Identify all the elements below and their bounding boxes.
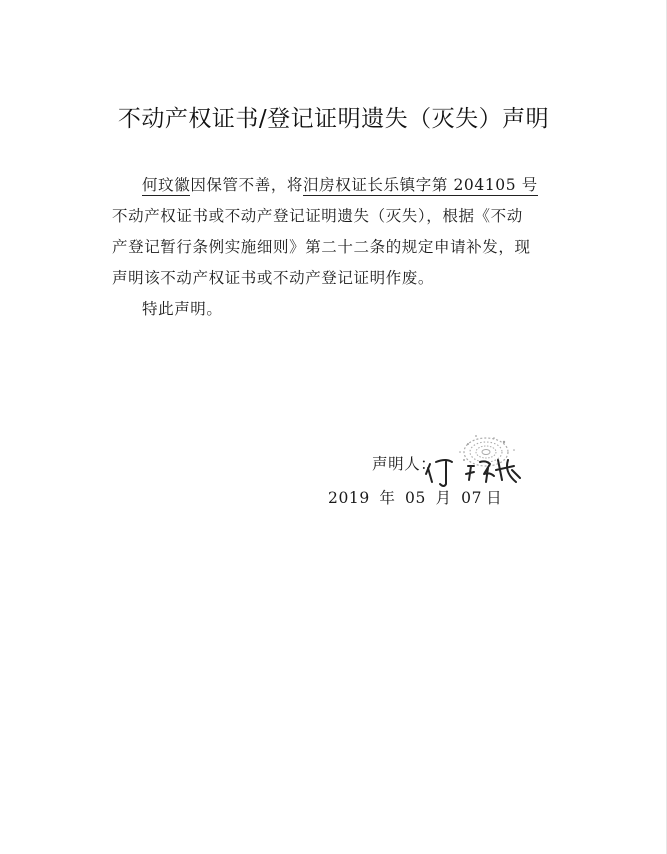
- date-month-unit: 月: [435, 489, 452, 507]
- statement-line-1: [112, 170, 567, 201]
- date-month: 05: [405, 489, 426, 507]
- date-year: 2019: [328, 489, 370, 507]
- date-year-unit: 年: [379, 489, 396, 507]
- statement-line-4: 声明该不动产权证书或不动产登记证明作废。: [112, 269, 435, 287]
- statement-date: [328, 486, 506, 508]
- statement-body: [112, 170, 567, 325]
- closing-text: 特此声明。: [142, 300, 223, 318]
- document-title: 不动产权证书/登记证明遗失（灭失）声明: [117, 106, 550, 132]
- owner-name: 何玟徽: [142, 176, 191, 194]
- certificate-reference: 汨房权证长乐镇字第 204105 号: [303, 176, 538, 194]
- date-day: 07: [461, 489, 483, 507]
- declarant-label: 声明人：: [372, 455, 437, 473]
- statement-text-1: 因保管不善，将: [190, 176, 304, 194]
- statement-line-2: 不动产权证书或不动产登记证明遗失（灭失），根据《不动: [112, 207, 523, 225]
- statement-line-3: 产登记暂行条例实施细则》第二十二条的规定申请补发，现: [112, 238, 531, 256]
- date-day-unit: 日: [486, 489, 503, 507]
